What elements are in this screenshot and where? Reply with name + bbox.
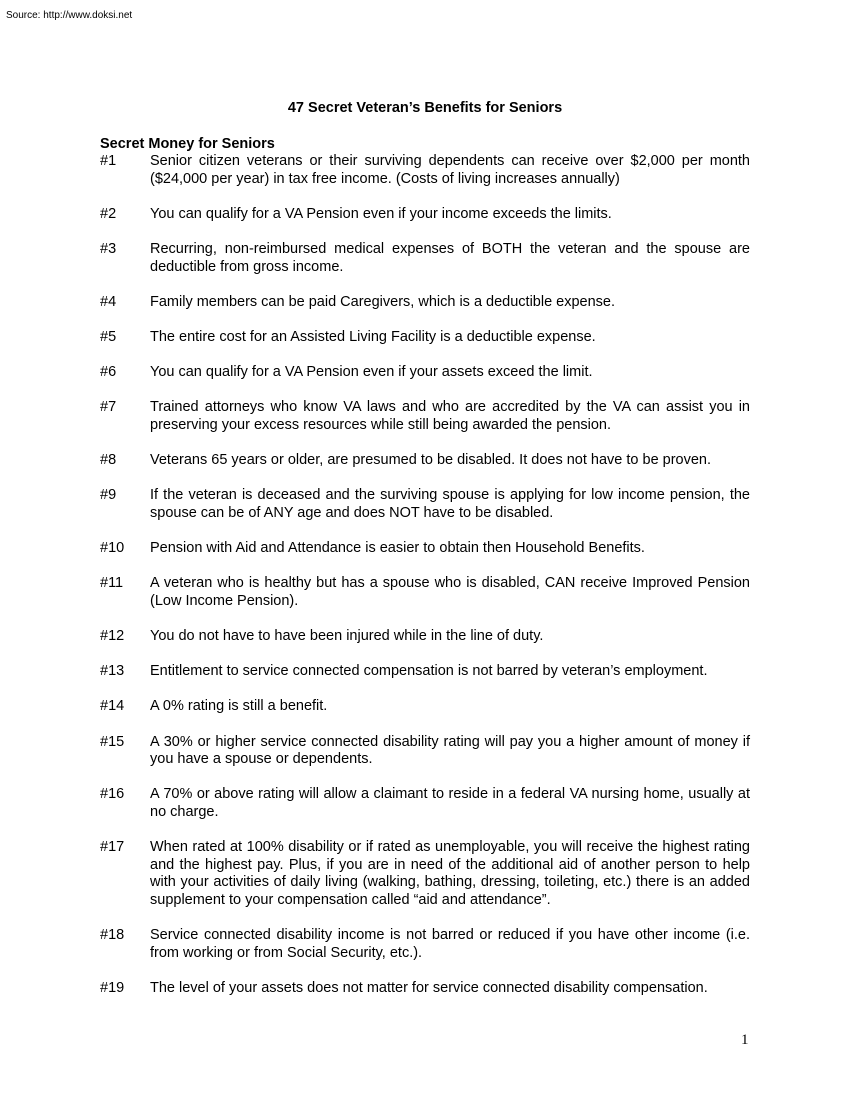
list-item [100, 927, 750, 962]
item-text: The entire cost for an Assisted Living Facility is a deductible expense. [150, 328, 596, 345]
list-item [100, 663, 750, 681]
item-text: A 70% or above rating will allow a claimant to reside in a federal VA nursing home, usually at no charge. [150, 786, 750, 820]
item-number: #7 [100, 399, 117, 416]
list-item [100, 540, 750, 558]
item-text: You can qualify for a VA Pension even if your income exceeds the limits. [150, 205, 612, 222]
source-label: Source: http://www.doksi.net [6, 10, 133, 21]
item-number: #10 [100, 540, 125, 557]
item-text: A 0% rating is still a benefit. [150, 698, 328, 715]
list-item [100, 575, 750, 610]
item-number: #9 [100, 487, 117, 504]
page-number: 1 [741, 1032, 749, 1048]
list-item [100, 452, 750, 470]
list-item [100, 241, 750, 276]
item-number: #3 [100, 240, 117, 257]
list-item [100, 734, 750, 769]
list-item [100, 786, 750, 821]
item-number: #19 [100, 979, 125, 996]
item-text: Entitlement to service connected compensation is not barred by veteran’s employment. [150, 663, 708, 680]
item-text: You do not have to have been injured while in the line of duty. [150, 628, 544, 645]
list-item [100, 628, 750, 646]
list-item [100, 364, 750, 382]
item-text: A veteran who is healthy but has a spouse who is disabled, CAN receive Improved Pension (Low Income Pension). [150, 575, 750, 609]
page-title: 47 Secret Veteran’s Benefits for Seniors [287, 100, 563, 116]
item-number: #13 [100, 663, 125, 680]
list-item [100, 329, 750, 347]
item-number: #2 [100, 205, 117, 222]
list-item [100, 206, 750, 224]
item-number: #12 [100, 628, 125, 645]
list-item [100, 698, 750, 716]
item-text: Pension with Aid and Attendance is easier to obtain then Household Benefits. [150, 540, 645, 557]
benefit-list [100, 153, 750, 1015]
item-text: Senior citizen veterans or their surviving dependents can receive over $2,000 per month ($24,000 per year) in tax free income. (Costs of living increases annually) [150, 153, 750, 187]
item-text: Recurring, non-reimbursed medical expenses of BOTH the veteran and the spouse are deductible from gross income. [150, 240, 750, 275]
item-number: #5 [100, 328, 117, 345]
item-number: #1 [100, 153, 117, 169]
list-item [100, 980, 750, 998]
item-text: The level of your assets does not matter for service connected disability compensation. [150, 979, 708, 996]
item-number: #4 [100, 293, 117, 310]
list-item [100, 487, 750, 522]
item-text: You can qualify for a VA Pension even if your assets exceed the limit. [150, 364, 593, 381]
list-item [100, 399, 750, 434]
item-number: #16 [100, 786, 125, 803]
item-text: A 30% or higher service connected disability rating will pay you a higher amount of money if you have a spouse or dependents. [150, 733, 750, 768]
item-text: Trained attorneys who know VA laws and who are accredited by the VA can assist you in preserving your excess resources while still being awarded the pension. [150, 399, 750, 433]
item-text: When rated at 100% disability or if rated as unemployable, you will receive the highest rating and the highest pay. Plus, if you are in need of the additional aid of another person to help with your activities of daily living (walking, bathing, dressing, toileting, etc.) there is an added supplement to your compensation called “aid and attendance”. [150, 839, 750, 908]
item-number: #18 [100, 927, 125, 944]
item-text: Service connected disability income is not barred or reduced if you have other income (i.e. from working or from Social Security, etc.). [150, 927, 750, 961]
item-number: #6 [100, 364, 117, 381]
list-item [100, 153, 750, 188]
item-text: Veterans 65 years or older, are presumed to be disabled. It does not have to be proven. [150, 452, 712, 469]
item-number: #14 [100, 698, 125, 715]
list-item [100, 839, 750, 909]
item-number: #17 [100, 839, 125, 856]
item-number: #8 [100, 452, 117, 469]
item-text: If the veteran is deceased and the surviving spouse is applying for low income pension, the spouse can be of ANY age and does NOT have to be disabled. [150, 487, 750, 521]
item-number: #15 [100, 733, 125, 750]
list-item [100, 294, 750, 312]
section-heading: Secret Money for Seniors [100, 136, 275, 152]
item-text: Family members can be paid Caregivers, which is a deductible expense. [150, 293, 616, 310]
item-number: #11 [100, 575, 124, 592]
